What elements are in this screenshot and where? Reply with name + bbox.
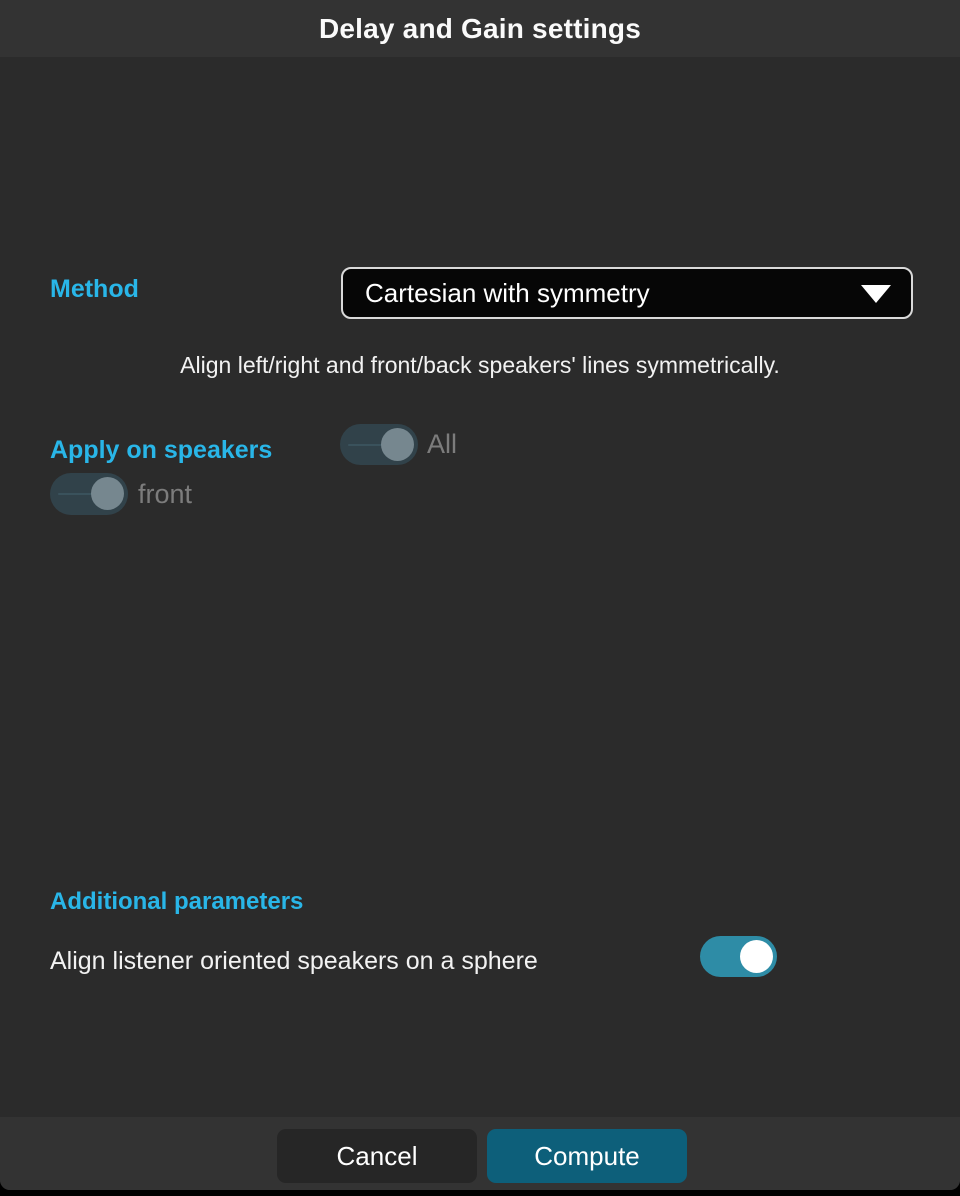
toggle-knob: [740, 940, 773, 973]
toggle-front-label: front: [138, 479, 193, 509]
apply-on-speakers-label: Apply on speakers: [50, 436, 273, 464]
toggle-knob: [91, 477, 124, 510]
footer-bar: [0, 1117, 960, 1190]
compute-button[interactable]: Compute: [487, 1129, 687, 1183]
additional-parameters-label: Additional parameters: [50, 888, 304, 915]
method-dropdown-value: Cartesian with symmetry: [365, 277, 650, 308]
chevron-down-icon: [861, 285, 891, 303]
toggle-front-speakers[interactable]: [50, 473, 128, 515]
dialog-title: Delay and Gain settings: [318, 12, 642, 44]
toggle-all-label: All: [427, 429, 458, 459]
toggle-knob: [381, 428, 414, 461]
cancel-button[interactable]: Cancel: [277, 1129, 477, 1183]
toggle-all-speakers[interactable]: [340, 424, 418, 465]
method-label: Method: [50, 275, 139, 303]
sphere-option-label: Align listener oriented speakers on a sphere: [50, 947, 538, 975]
method-description: Align left/right and front/back speakers' lines symmetrically.: [180, 352, 780, 378]
method-dropdown[interactable]: [341, 267, 913, 319]
toggle-align-on-sphere[interactable]: [700, 936, 777, 977]
titlebar: [0, 0, 960, 57]
